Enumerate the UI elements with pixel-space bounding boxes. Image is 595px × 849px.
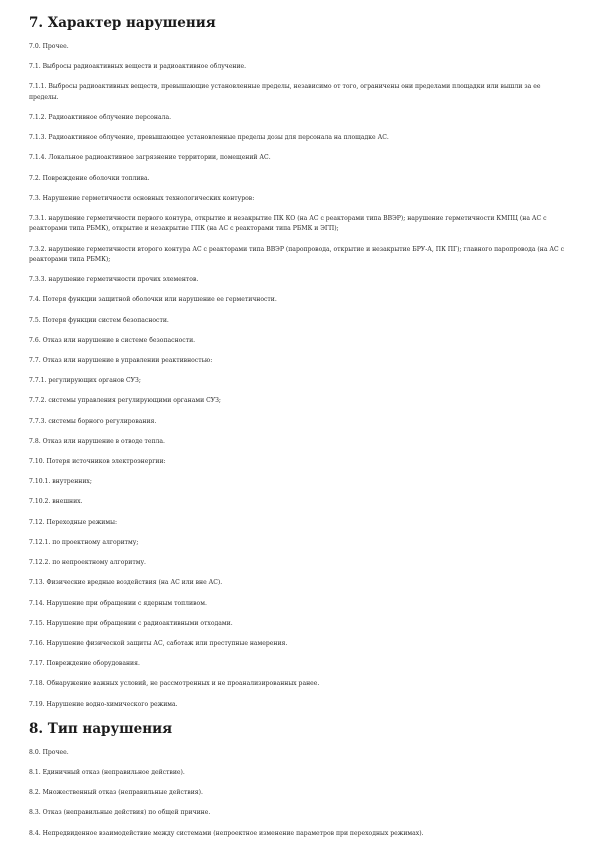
- list-item: 7.10.2. внешних.: [29, 498, 83, 506]
- list-item: 7.5. Потеря функции систем безопасности.: [29, 316, 169, 324]
- list-item: 7.13. Физические вредные воздействия (на АС или вне АС).: [29, 579, 223, 587]
- list-item: 7.1.2. Радиоактивное облучение персонала.: [29, 114, 172, 122]
- list-item: 7.17. Повреждение оборудования.: [29, 660, 140, 668]
- list-item: 7.7.3. системы борного регулирования.: [29, 417, 157, 425]
- list-item: 7.10.1. внутренних;: [29, 478, 92, 486]
- section-8-title: 8. Тип нарушения: [29, 720, 173, 737]
- list-item: 7.12.1. по проектному алгоритму;: [29, 538, 139, 546]
- list-item: 7.6. Отказ или нарушение в системе безопасности.: [29, 336, 196, 344]
- list-item: 7.14. Нарушение при обращении с ядерным топливом.: [29, 599, 207, 607]
- list-item: 7.7.1. регулирующих органов СУЗ;: [29, 377, 141, 385]
- list-item: 7.7. Отказ или нарушение в управлении реактивностью:: [29, 357, 213, 365]
- list-item: 8.2. Множественный отказ (неправильные действия).: [29, 789, 203, 797]
- section-7-title: 7. Характер нарушения: [29, 15, 216, 31]
- list-item: 7.3.2. нарушение герметичности второго контура АС с реакторами типа ВВЭР (паропровода, открытие и незакрытие БРУ-А, ПК ПГ); главного паропровода (на АС с реакторами типа РБМК);: [29, 245, 565, 264]
- list-item: 7.10. Потеря источников электроэнергии:: [29, 458, 166, 466]
- list-item: 7.1.1. Выбросы радиоактивных веществ, превышающие установленные пределы, независимо от того, ограничены они пределами площадки или вышли за ее пределы.: [29, 83, 541, 101]
- list-item: 7.8. Отказ или нарушение в отводе тепла.: [29, 437, 165, 445]
- list-item: 7.0. Прочее.: [29, 43, 69, 50]
- list-item: 7.19. Нарушение водно-химического режима.: [29, 700, 178, 708]
- list-item: 7.7.2. системы управления регулирующими органами СУЗ;: [29, 397, 221, 405]
- list-item: 7.2. Повреждение оболочки топлива.: [29, 174, 150, 182]
- list-item: 8.1. Единичный отказ (неправильное действие).: [29, 768, 185, 776]
- list-item: 7.3. Нарушение герметичности основных технологических контуров:: [29, 194, 255, 202]
- list-item: 7.1.3. Радиоактивное облучение, превышающее установленные пределы дозы для персонала на площадке АС.: [29, 134, 389, 142]
- document-page: [29, 14, 565, 849]
- list-item: 8.3. Отказ (неправильные действия) по общей причине.: [29, 809, 211, 817]
- list-item: 7.1. Выбросы радиоактивных веществ и радиоактивное облучение.: [29, 63, 247, 71]
- list-item: 7.15. Нарушение при обращении с радиоактивными отходами.: [29, 619, 233, 627]
- list-item: 7.12. Переходные режимы:: [29, 518, 117, 526]
- list-item: 7.16. Нарушение физической защиты АС, саботаж или преступные намерения.: [29, 639, 288, 647]
- list-item: 7.12.2. по непроектному алгоритму.: [29, 559, 146, 567]
- list-item: 7.18. Обнаружение важных условий, не рассмотренных и не проанализированных ранее.: [29, 680, 320, 688]
- list-item: 7.1.4. Локальное радиоактивное загрязнение территории, помещений АС.: [29, 154, 271, 162]
- list-item: 8.0. Прочее.: [29, 748, 69, 756]
- list-item: 7.3.1. нарушение герметичности первого контура, открытие и незакрытие ПК КО (на АС с реакторами типа ВВЭР); нарушение герметичности КМПЦ (на АС с реакторами типа РБМК), открытие и незакрытие ГПК (на АС с реакторами типа РБМК и ЭГП);: [29, 215, 547, 233]
- list-item: 7.4. Потеря функции защитной оболочки или нарушение ее герметичности.: [29, 296, 277, 304]
- list-item: 7.3.3. нарушение герметичности прочих элементов.: [29, 276, 199, 284]
- list-item: 8.4. Непредвиденное взаимодействие между системами (непроектное изменение параметров при переходных режимах).: [29, 829, 424, 837]
